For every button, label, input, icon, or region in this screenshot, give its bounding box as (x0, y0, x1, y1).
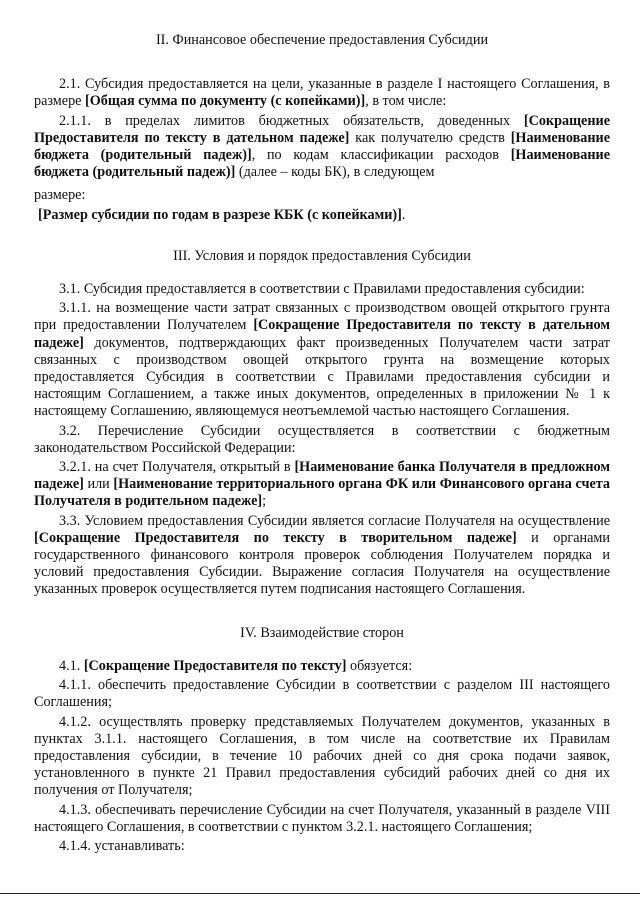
page-bottom-rule (0, 893, 640, 894)
paragraph-4-1-4: 4.1.4. устанавливать: (59, 837, 185, 854)
placeholder-provider-instrumental: [Сокращение Предоставителя по тексту в творительном падеже] (34, 529, 517, 546)
paragraph-4-1-2: 4.1.2. осуществлять проверку представляемых Получателем документов, указанных в пунктах 3.1.1. настоящего Соглашения, в том числе на соответствие их Правилам предоставления субсидии, в течение 10 рабочих дней со дня срока подачи заявок, установленного в пункте 21 Правил предоставления субсидий рабочих дней со дня их получения от Получателя; (34, 713, 610, 799)
placeholder-total-sum: [Общая сумма по документу (с копейками)] (85, 93, 366, 110)
text: , по кодам классификации расходов (251, 147, 511, 164)
text: ; (262, 493, 267, 510)
text: . (401, 206, 406, 223)
paragraph-2-1 (34, 76, 610, 110)
paragraph-3-1: 3.1. Субсидия предоставляется в соответствии с Правилами предоставления субсидии: (59, 281, 585, 298)
placeholder-subsidy-by-kbk: [Размер субсидии по годам в разрезе КБК (с копейками)] (38, 206, 402, 223)
paragraph-4-1 (34, 658, 610, 675)
section-heading-2: II. Финансовое обеспечение предоставления Субсидии (155, 32, 489, 48)
text: 3.1.1. на возмещение части затрат связанных с производством овощей открытого грунта при предоставлении Получателем (34, 300, 610, 334)
paragraph-size-label: размере: (34, 187, 86, 204)
placeholder-budget-genitive: [Наименование бюджета (родительный падеж)] (34, 129, 610, 164)
placeholder-bank-prepositional: [Наименование банка Получателя в предложном падеже] (34, 459, 610, 493)
text: документов, подтверждающих факт произведенных Получателем части затрат связанных с производством овощей открытого грунта на возмещение которых предоставляется Субсидия в соответствии с Правилами предоставления субсидии и настоящим Соглашением, а также иных документов, определенных в приложении № 1 к настоящему Соглашению, являющемуся неотъемлемой частью настоящего Соглашения. (34, 334, 610, 420)
placeholder-provider-dative: [Сокращение Предоставителя по тексту в дательном падеже] (34, 112, 610, 146)
text: 4.1. (59, 657, 84, 674)
section-heading-3: III. Условия и порядок предоставления Субсидии (173, 247, 471, 264)
text: 2.1.1. в пределах лимитов бюджетных обязательств, доведенных (59, 112, 524, 129)
section-heading-4: IV. Взаимодействие сторон (240, 624, 404, 641)
text: как получателю средств (349, 129, 511, 146)
placeholder-provider: [Сокращение Предоставителя по тексту] (83, 657, 347, 674)
paragraph-2-1-1 (34, 113, 610, 182)
text: 3.3. Условием предоставления Субсидии является согласие Получателя на осуществление (59, 512, 610, 529)
text: и органами государственного финансового контроля проверок соблюдения Получателем порядка и условий предоставления Субсидии. Выражение согласия Получателя на осуществление указанных проверок осуществляется путем подписания настоящего Соглашения. (34, 529, 611, 598)
text: (далее – коды БК), в следующем (235, 164, 435, 181)
text: обязуется: (346, 657, 413, 674)
paragraph-3-3 (34, 513, 610, 599)
paragraph-3-2: 3.2. Перечисление Субсидии осуществляется в соответствии с бюджетным законодательством Российской Федерации: (34, 422, 610, 456)
text: 2.1. Субсидия предоставляется на цели, указанные в разделе I настоящего Соглашения, в размере (34, 76, 610, 110)
placeholder-treasury-genitive: [Наименование территориального органа ФК или Финансового органа счета Получателя в родительном падеже] (34, 476, 611, 510)
paragraph-4-1-3: 4.1.3. обеспечивать перечисление Субсидии на счет Получателя, указанный в разделе VIII настоящего Соглашения, в соответствии с пунктом 3.2.1. настоящего Соглашения; (34, 801, 610, 835)
text: 3.2.1. на счет Получателя, открытый в (59, 459, 295, 476)
paragraph-subsidy-size (34, 207, 610, 224)
paragraph-3-1-1 (34, 300, 610, 420)
text: , в том числе: (365, 93, 447, 110)
text: или (83, 476, 114, 493)
paragraph-3-2-1 (34, 459, 610, 511)
placeholder-provider-dative: [Сокращение Предоставителя по тексту в дательном падеже] (34, 317, 610, 351)
paragraph-4-1-1: 4.1.1. обеспечить предоставление Субсидии в соответствии с разделом III настоящего Соглашения; (34, 677, 610, 711)
document-page (34, 22, 610, 857)
placeholder-budget-genitive-2: [Наименование бюджета (родительный падеж)] (34, 147, 610, 181)
